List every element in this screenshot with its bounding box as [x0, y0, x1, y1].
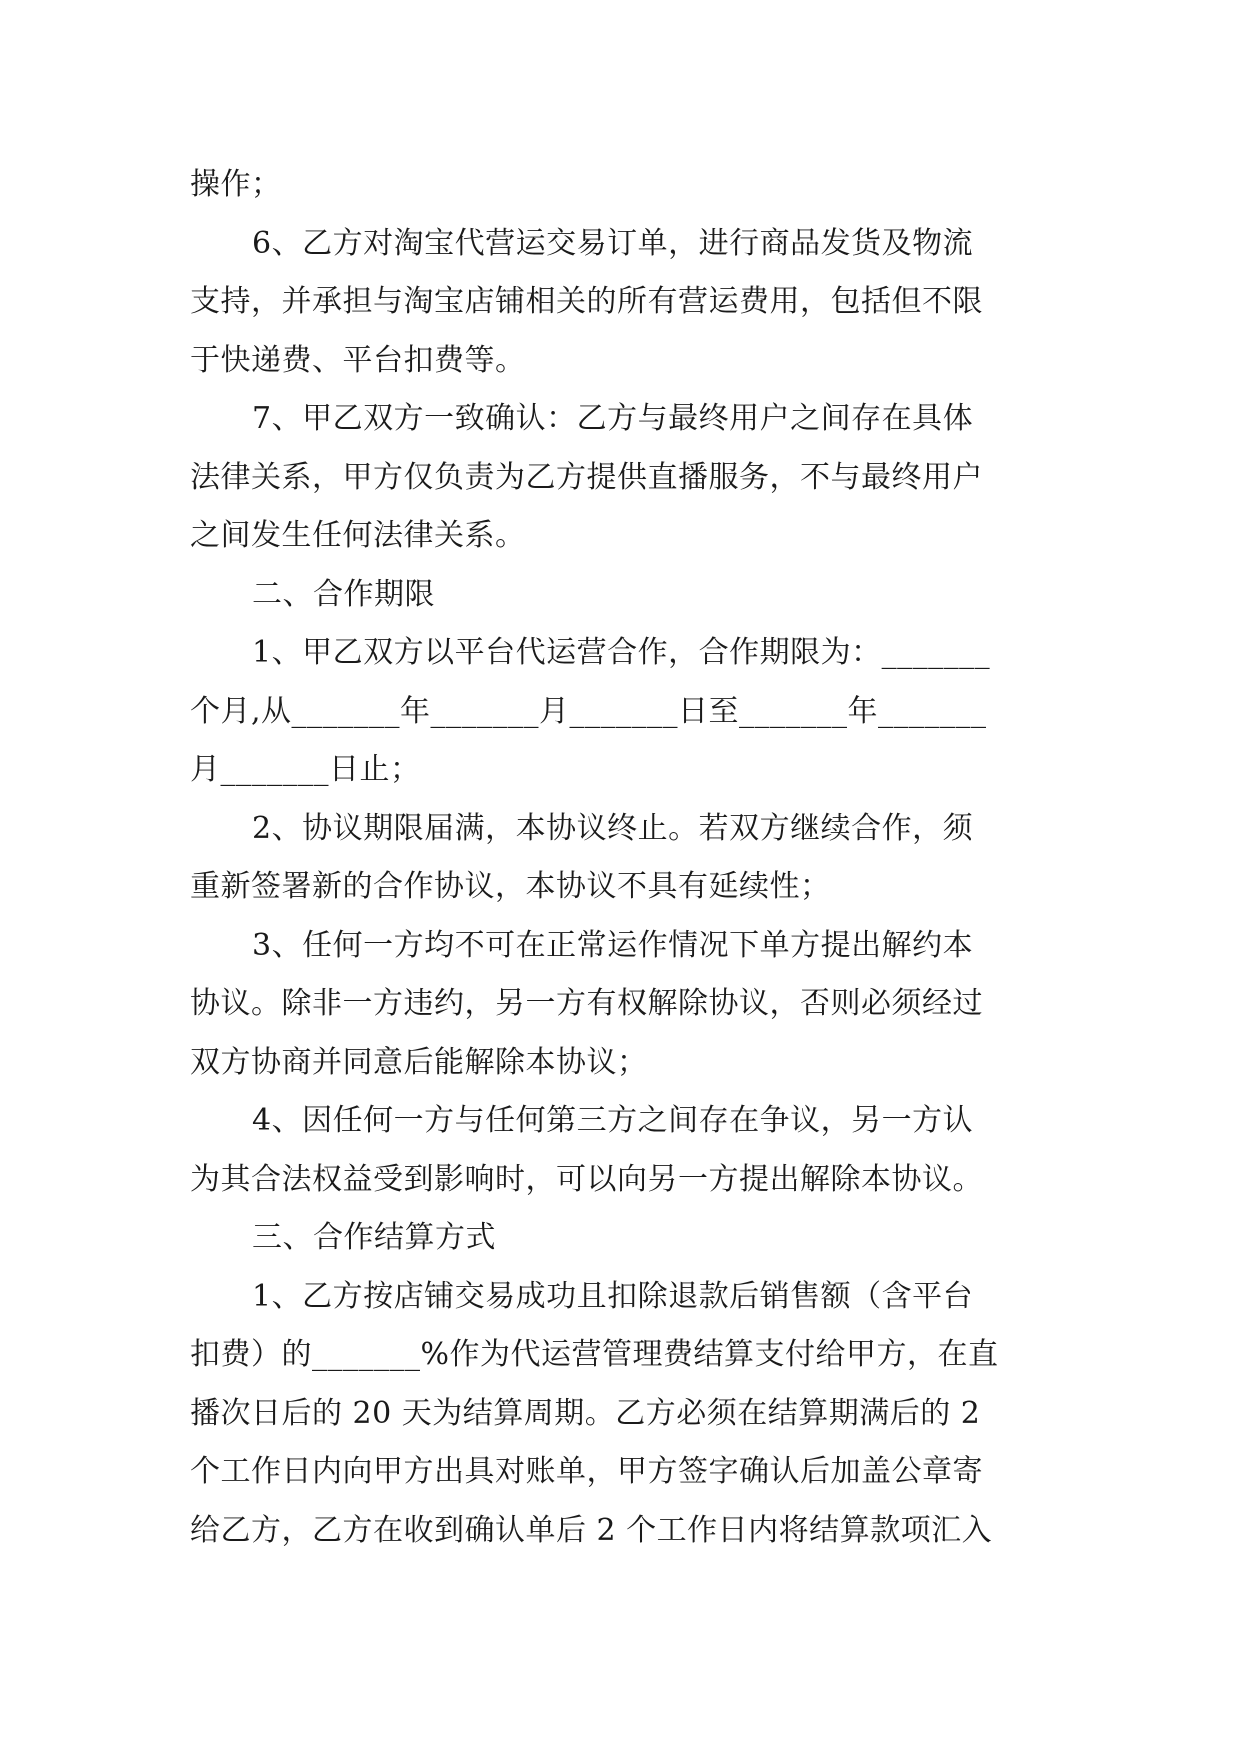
text-line: 个工作日内向甲方出具对账单，甲方签字确认后加盖公章寄 — [190, 1454, 983, 1489]
text-line: 为其合法权益受到影响时，可以向另一方提出解除本协议。 — [190, 1161, 983, 1197]
text-line: 给乙方，乙方在收到确认单后 2 个工作日内将结算款项汇入 — [190, 1512, 993, 1548]
text-line: 3、任何一方均不可在正常运作情况下单方提出解约本 — [252, 927, 974, 963]
section-heading: 三、合作结算方式 — [252, 1220, 496, 1255]
section-heading: 二、合作期限 — [252, 576, 435, 612]
text-line: 支持，并承担与淘宝店铺相关的所有营运费用，包括但不限 — [190, 284, 983, 319]
text-line: 播次日后的 20 天为结算周期。乙方必须在结算期满后的 2 — [190, 1395, 981, 1431]
text-line: 1、甲乙双方以平台代运营合作，合作期限为：_______ — [252, 635, 991, 670]
text-line: 2、协议期限届满，本协议终止。若双方继续合作，须 — [252, 810, 974, 846]
text-line: 6、乙方对淘宝代营运交易订单，进行商品发货及物流 — [252, 225, 974, 261]
text-line: 个月,从_______年_______月_______日至_______年_______ — [190, 693, 987, 729]
text-line: 4、因任何一方与任何第三方之间存在争议，另一方认 — [252, 1103, 974, 1138]
document-body — [190, 156, 1050, 1560]
text-line: 月_______日止； — [190, 752, 421, 787]
text-line: 于快递费、平台扣费等。 — [190, 342, 526, 378]
text-line: 7、甲乙双方一致确认：乙方与最终用户之间存在具体 — [252, 401, 974, 436]
text-line: 之间发生任何法律关系。 — [190, 518, 526, 553]
text-line: 1、乙方按店铺交易成功且扣除退款后销售额（含平台 — [252, 1278, 974, 1314]
text-line: 操作； — [190, 167, 282, 202]
text-line: 双方协商并同意后能解除本协议； — [190, 1044, 648, 1080]
text-line: 法律关系，甲方仅负责为乙方提供直播服务，不与最终用户 — [190, 459, 983, 495]
text-line: 协议。除非一方违约，另一方有权解除协议，否则必须经过 — [190, 986, 983, 1021]
text-line: 扣费）的_______%作为代运营管理费结算支付给甲方，在直 — [190, 1337, 999, 1372]
text-line: 重新签署新的合作协议，本协议不具有延续性； — [190, 869, 831, 904]
